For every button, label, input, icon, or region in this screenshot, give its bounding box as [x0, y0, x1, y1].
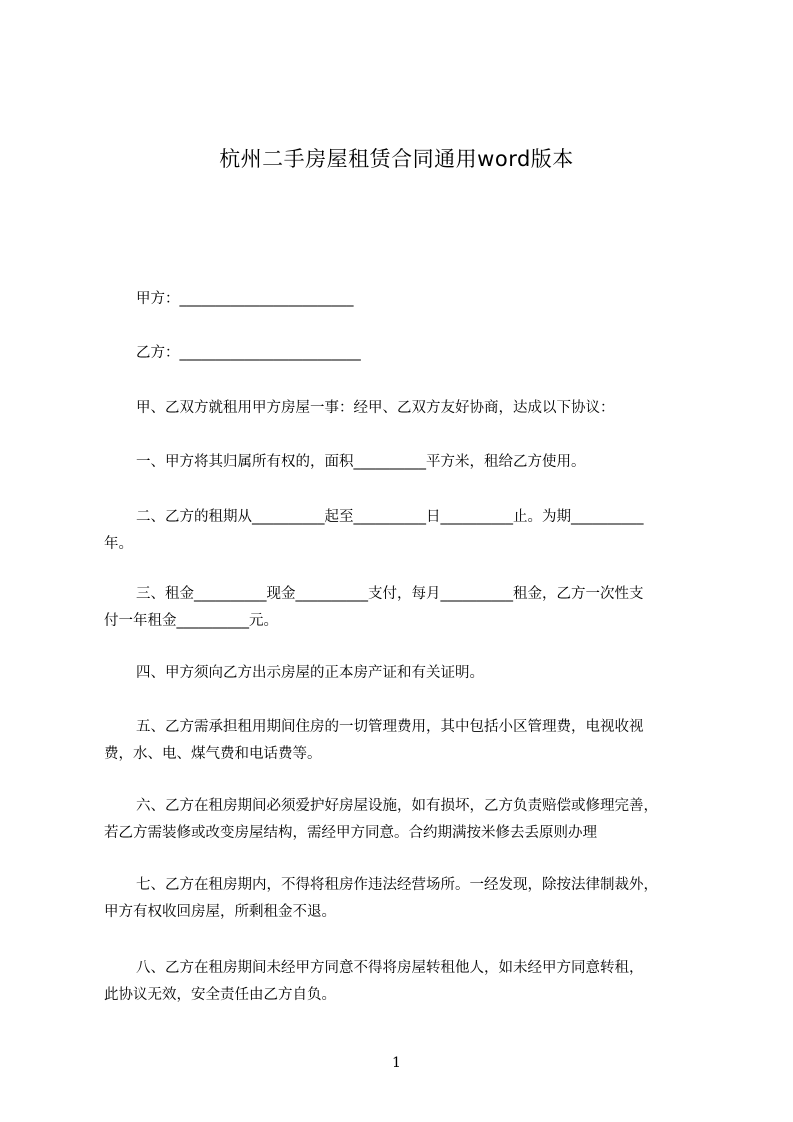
clause-5-line-1: 五、乙方需承担租用期间住房的一切管理费用，其中包括小区管理费，电视收视	[136, 719, 644, 735]
clause-5-line-2: 费，水、电、煤气费和电话费等。	[104, 746, 322, 762]
clause-8	[104, 955, 704, 1009]
clause-2	[104, 504, 704, 558]
document-title: 杭州二手房屋租赁合同通用word版本	[219, 147, 574, 171]
clause-6-line-2: 若乙方需装修或改变房屋结构，需经甲方同意。合约期满按米修去丢原则办理	[104, 825, 597, 841]
clause-3-line-1: 三、租金__________现金__________支付，每月__________租金，乙方一次性支	[136, 586, 644, 602]
clause-3-line-2: 付一年租金__________元。	[104, 613, 278, 629]
clause-8-line-1: 八、乙方在租房期间未经甲方同意不得将房屋转租他人，如未经甲方同意转租，	[136, 960, 644, 976]
clause-8-line-2: 此协议无效，安全责任由乙方自负。	[104, 987, 336, 1003]
intro-paragraph	[104, 395, 704, 422]
clause-6-line-1: 六、乙方在租房期间必须爱护好房屋设施，如有损坏，乙方负责赔偿或修理完善，	[136, 798, 658, 814]
page-number: 1	[392, 1055, 401, 1071]
clause-1	[104, 449, 704, 476]
clause-4-line-1: 四、甲方须向乙方出示房屋的正本房产证和有关证明。	[136, 665, 484, 681]
clause-1-line-1: 一、甲方将其归属所有权的，面积__________平方米，租给乙方使用。	[136, 454, 586, 470]
clause-7-line-2: 甲方有权收回房屋，所剩租金不退。	[104, 904, 336, 920]
party-b-text: 乙方：_________________________	[136, 345, 361, 361]
intro-text: 甲、乙双方就租用甲方房屋一事：经甲、乙双方友好协商，达成以下协议：	[136, 400, 615, 416]
party-a-text: 甲方：________________________	[136, 291, 354, 307]
clause-5	[104, 714, 704, 768]
clause-2-line-2: 年。	[104, 536, 133, 552]
clause-7-line-1: 七、乙方在租房期内，不得将租房作违法经营场所。一经发现，除按法律制裁外，	[136, 877, 658, 893]
clause-3	[104, 581, 704, 635]
clause-2-line-1: 二、乙方的租期从__________起至__________日__________止。为期__________	[136, 509, 644, 525]
party-b-line	[104, 340, 704, 367]
clause-4	[104, 660, 704, 687]
clause-7	[104, 872, 704, 926]
party-a-line	[104, 286, 704, 313]
clause-6	[104, 793, 704, 847]
